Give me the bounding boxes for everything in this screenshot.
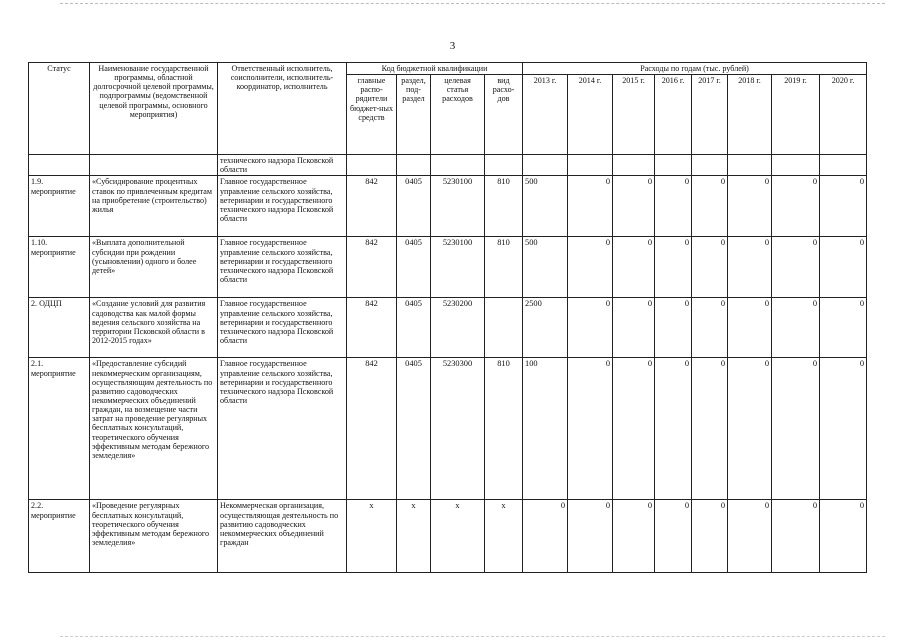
row-responsible: Некоммерческая организация, осуществляющая деятельность по развитию садоводческих некоммерческих объединений граждан (218, 500, 347, 573)
row-grbs: 842 (347, 298, 397, 358)
row-status: 2. ОДЦП (29, 298, 90, 358)
row-value-2019: 0 (772, 237, 820, 298)
row-value-2018: 0 (728, 298, 772, 358)
row-value-2016: 0 (655, 358, 692, 500)
row-value-2018: 0 (728, 237, 772, 298)
row-value-2017: 0 (692, 237, 728, 298)
row-target: 5230100 (431, 237, 485, 298)
row-grbs: 842 (347, 358, 397, 500)
scan-edge-bottom (60, 636, 885, 638)
header-row-main (29, 63, 867, 75)
row-value-2013: 100 (523, 358, 568, 500)
row-value-2019: 0 (772, 358, 820, 500)
header-status: Статус (29, 63, 90, 155)
header-year: 2020 г. (820, 75, 867, 155)
header-code-type: вид расхо-дов (485, 75, 523, 155)
row-grbs: 842 (347, 176, 397, 237)
row-grbs: х (347, 500, 397, 573)
row-status: 2.1. мероприятие (29, 358, 90, 500)
header-year: 2015 г. (613, 75, 655, 155)
continuation-row (29, 155, 867, 176)
row-value-2015: 0 (613, 358, 655, 500)
row-value-2013: 2500 (523, 298, 568, 358)
row-target: 5230300 (431, 358, 485, 500)
row-name: «Проведение регулярных бесплатных консультаций, теоретического обучения эффективным методам бережного земледелия» (90, 500, 218, 573)
row-section: 0405 (397, 358, 431, 500)
row-value-2016: 0 (655, 176, 692, 237)
header-name: Наименование государственной программы, областной долгосрочной целевой программы, подпрограммы (ведомственной целевой программы, основного мероприятия) (90, 63, 218, 155)
row-type (485, 298, 523, 358)
row-target: х (431, 500, 485, 573)
row-value-2019: 0 (772, 298, 820, 358)
table-row (29, 237, 867, 298)
row-value-2017: 0 (692, 298, 728, 358)
row-name: «Субсидирование процентных ставок по привлеченным кредитам на приобретение (строительство) жилья (90, 176, 218, 237)
row-name: «Выплата дополнительной субсидии при рождении (усыновлении) одного и более детей» (90, 237, 218, 298)
row-type: х (485, 500, 523, 573)
row-value-2013: 500 (523, 176, 568, 237)
row-grbs: 842 (347, 237, 397, 298)
row-type: 810 (485, 358, 523, 500)
row-value-2017: 0 (692, 358, 728, 500)
row-responsible: Главное государственное управление сельского хозяйства, ветеринарии и государственного технического надзора Псковской области (218, 298, 347, 358)
row-value-2017: 0 (692, 176, 728, 237)
row-value-2013: 500 (523, 237, 568, 298)
header-responsible: Ответственный исполнитель, соисполнители, исполнитель-координатор, исполнитель (218, 63, 347, 155)
header-year: 2014 г. (568, 75, 613, 155)
header-year: 2018 г. (728, 75, 772, 155)
row-value-2018: 0 (728, 358, 772, 500)
row-value-2015: 0 (613, 237, 655, 298)
row-value-2016: 0 (655, 237, 692, 298)
row-status: 2.2. мероприятие (29, 500, 90, 573)
row-section: х (397, 500, 431, 573)
row-value-2020: 0 (820, 358, 867, 500)
table-row (29, 358, 867, 500)
scan-edge-top (60, 3, 885, 5)
row-status: 1.9. мероприятие (29, 176, 90, 237)
row-value-2020: 0 (820, 176, 867, 237)
row-value-2014: 0 (568, 358, 613, 500)
row-value-2020: 0 (820, 298, 867, 358)
header-expenses: Расходы по годам (тыс. рублей) (523, 63, 867, 75)
row-value-2014: 0 (568, 237, 613, 298)
page-number: 3 (449, 40, 456, 52)
header-year: 2013 г. (523, 75, 568, 155)
header-year: 2016 г. (655, 75, 692, 155)
row-target: 5230200 (431, 298, 485, 358)
row-section: 0405 (397, 176, 431, 237)
row-target: 5230100 (431, 176, 485, 237)
row-section: 0405 (397, 298, 431, 358)
row-value-2020: 0 (820, 237, 867, 298)
header-code-target: целевая статья расходов (431, 75, 485, 155)
row-value-2019: 0 (772, 500, 820, 573)
header-budget-code: Код бюджетной квалификации (347, 63, 523, 75)
row-value-2015: 0 (613, 176, 655, 237)
row-type: 810 (485, 176, 523, 237)
header-code-section: раздел, под-раздел (397, 75, 431, 155)
row-value-2016: 0 (655, 500, 692, 573)
table-row (29, 176, 867, 237)
table-row (29, 500, 867, 573)
row-name: «Предоставление субсидий некоммерческим организациям, осуществляющим деятельность по развитию садоводческих некоммерческих объединений граждан, на возмещение части затрат на проведение регулярных бесплатных консультаций, теоретического обучения эффективным методам бережного земледелия» (90, 358, 218, 500)
row-type: 810 (485, 237, 523, 298)
row-status: 1.10. мероприятие (29, 237, 90, 298)
budget-table (28, 62, 867, 573)
row-value-2015: 0 (613, 500, 655, 573)
row-name: «Создание условий для развития садоводства как малой формы ведения сельского хозяйства на территории Псковской области в 2012-2015 годах» (90, 298, 218, 358)
header-year: 2017 г. (692, 75, 728, 155)
row-value-2015: 0 (613, 298, 655, 358)
row-value-2018: 0 (728, 176, 772, 237)
row-value-2018: 0 (728, 500, 772, 573)
row-responsible: Главное государственное управление сельского хозяйства, ветеринарии и государственного технического надзора Псковской области (218, 237, 347, 298)
row-value-2014: 0 (568, 298, 613, 358)
row-value-2019: 0 (772, 176, 820, 237)
header-year: 2019 г. (772, 75, 820, 155)
row-responsible: Главное государственное управление сельского хозяйства, ветеринарии и государственного технического надзора Псковской области (218, 176, 347, 237)
row-value-2017: 0 (692, 500, 728, 573)
row-responsible: Главное государственное управление сельского хозяйства, ветеринарии и государственного технического надзора Псковской области (218, 358, 347, 500)
continuation-text: технического надзора Псковской области (218, 155, 347, 176)
row-value-2013: 0 (523, 500, 568, 573)
row-value-2016: 0 (655, 298, 692, 358)
row-value-2014: 0 (568, 176, 613, 237)
row-section: 0405 (397, 237, 431, 298)
header-code-grbs: главные распо-рядители бюджет-ных средств (347, 75, 397, 155)
table-row (29, 298, 867, 358)
row-value-2020: 0 (820, 500, 867, 573)
row-value-2014: 0 (568, 500, 613, 573)
